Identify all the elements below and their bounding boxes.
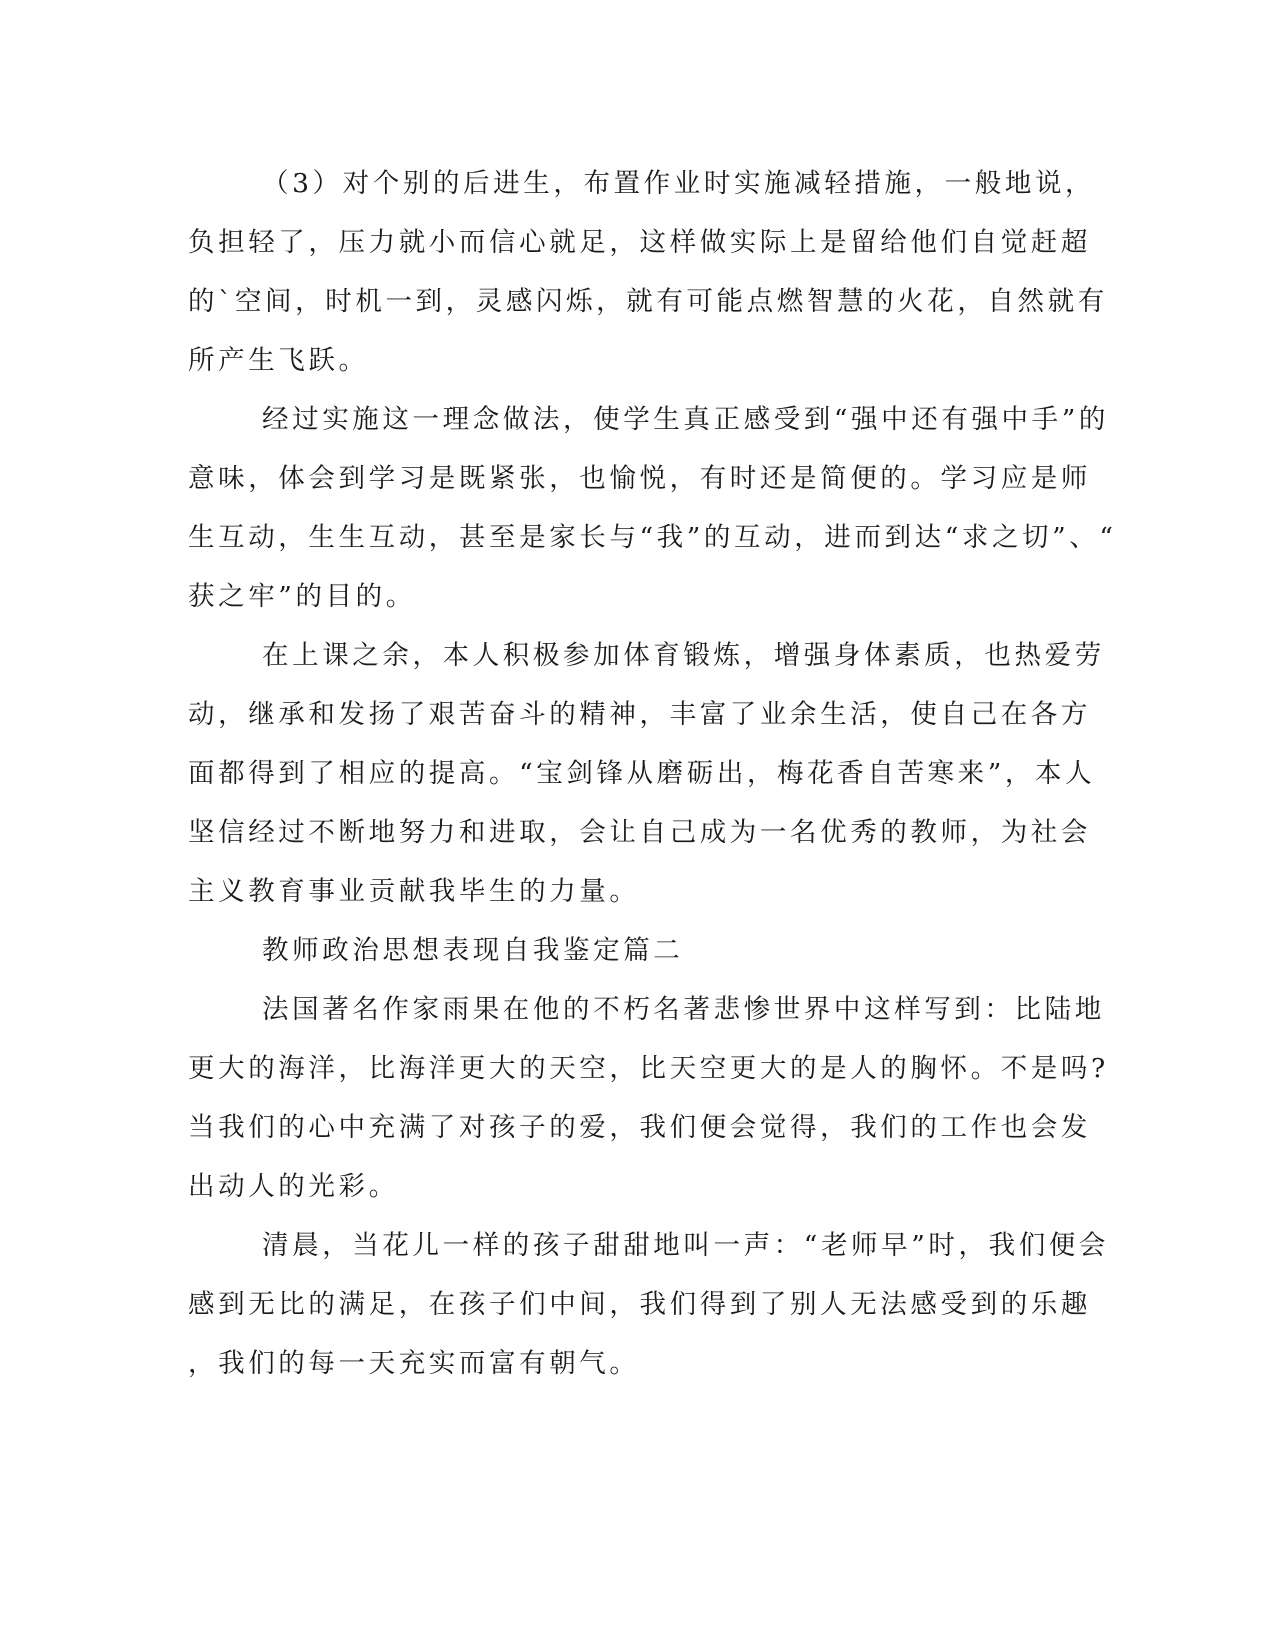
paragraph-4-line-1: 法国著名作家雨果在他的不朽名著悲惨世界中这样写到：比陆地	[262, 994, 1105, 1025]
paragraph-3-line-5: 主义教育事业贡献我毕生的力量。	[188, 876, 640, 907]
paragraph-1-line-4: 所产生飞跃。	[188, 345, 369, 376]
paragraph-3-line-1: 在上课之余，本人积极参加体育锻炼，增强身体素质，也热爱劳	[262, 640, 1105, 671]
paragraph-4-line-2: 更大的海洋，比海洋更大的天空，比天空更大的是人的胸怀。不是吗?	[188, 1053, 1109, 1084]
paragraph-5-line-1: 清晨，当花儿一样的孩子甜甜地叫一声：“老师早”时，我们便会	[262, 1230, 1109, 1261]
paragraph-2-line-3: 生互动，生生互动，甚至是家长与“我”的互动，进而到达“求之切”、“	[188, 522, 1117, 553]
paragraph-2-line-2: 意味，体会到学习是既紧张，也愉悦，有时还是简便的。学习应是师	[188, 463, 1091, 494]
paragraph-3-line-2: 动，继承和发扬了艰苦奋斗的精神，丰富了业余生活，使自己在各方	[188, 699, 1091, 730]
paragraph-2-line-1: 经过实施这一理念做法，使学生真正感受到“强中还有强中手”的	[262, 404, 1109, 435]
paragraph-4-line-3: 当我们的心中充满了对孩子的爱，我们便会觉得，我们的工作也会发	[188, 1112, 1091, 1143]
paragraph-5-line-2: 感到无比的满足，在孩子们中间，我们得到了别人无法感受到的乐趣	[188, 1289, 1091, 1320]
paragraph-2-line-4: 获之牢”的目的。	[188, 581, 416, 612]
paragraph-3-line-3: 面都得到了相应的提高。“宝剑锋从磨砺出，梅花香自苦寒来”，本人	[188, 758, 1096, 789]
paragraph-3-line-4: 坚信经过不断地努力和进取，会让自己成为一名优秀的教师，为社会	[188, 817, 1091, 848]
paragraph-1-line-1: （3）对个别的后进生，布置作业时实施减轻措施，一般地说，	[262, 168, 1096, 199]
paragraph-1-line-3: 的`空间，时机一到，灵感闪烁，就有可能点燃智慧的火花，自然就有	[188, 286, 1108, 317]
paragraph-4-line-4: 出动人的光彩。	[188, 1171, 399, 1202]
section-heading: 教师政治思想表现自我鉴定篇二	[262, 935, 684, 966]
paragraph-1-line-2: 负担轻了，压力就小而信心就足，这样做实际上是留给他们自觉赶超	[188, 227, 1091, 258]
paragraph-5-line-3: ，我们的每一天充实而富有朝气。	[188, 1348, 640, 1379]
